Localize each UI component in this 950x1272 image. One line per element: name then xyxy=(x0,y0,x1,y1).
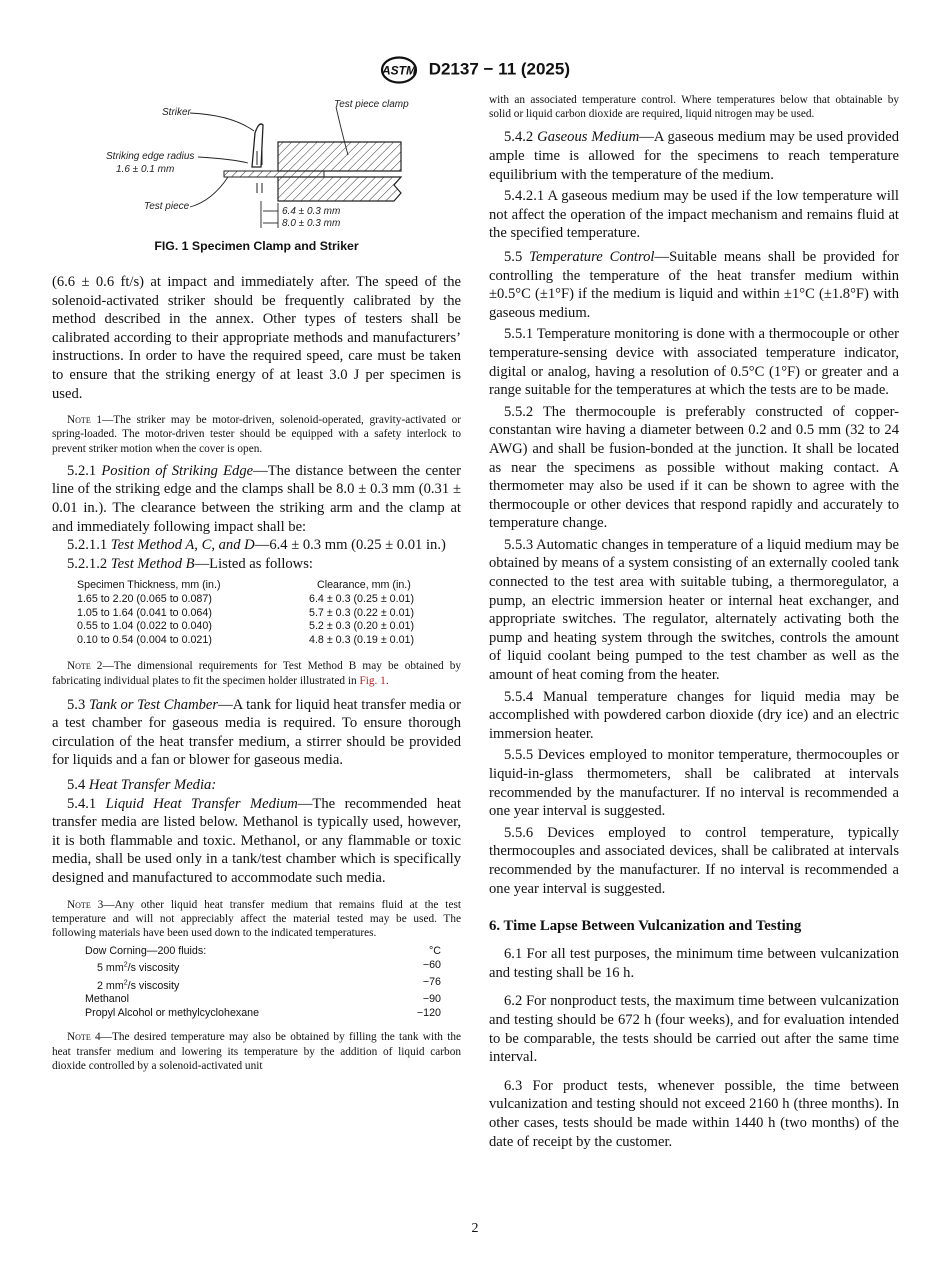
section-text: —A gaseous medium may be used provided ample time is allowed for the specimens to reach temperature equilibrium with the temperature of the medium. xyxy=(489,129,899,183)
table-header-row xyxy=(52,579,461,593)
paragraph-6-1: 6.1 For all test purposes, the minimum time between vulcanization and testing shall be 16 h. xyxy=(489,946,899,981)
table-cell: 1.05 to 1.64 (0.041 to 0.064) xyxy=(77,606,212,619)
table-cell: Propyl Alcohol or methylcyclohexane xyxy=(85,1006,260,1019)
table-cell: 4.8 ± 0.3 (0.19 ± 0.01) xyxy=(309,633,415,646)
section-title: Position of Striking Edge xyxy=(101,462,254,479)
table-cell: 1.65 to 2.20 (0.065 to 0.087) xyxy=(77,592,212,605)
figure-1-link[interactable]: Fig. 1 xyxy=(359,674,386,687)
section-title: Gaseous Medium xyxy=(537,129,640,146)
table-cell: Methanol xyxy=(85,993,129,1006)
note-2 xyxy=(52,659,461,687)
section-number: 5.3 xyxy=(67,696,86,713)
table-cell: 0.55 to 1.04 (0.022 to 0.040) xyxy=(77,620,212,633)
note-label: Note 4 xyxy=(67,1031,101,1044)
note-text: —Any other liquid heat transfer medium that remains fluid at the test temperature and will not appreciably affect the material tested may be used. The following materials have been used down to the indicated temperatures. xyxy=(52,898,461,940)
note-text: —The striker may be motor-driven, solenoid-operated, gravity-activated or spring-loaded. The motor-driven tester should be equipped with a safety interlock to prevent striker motion when the cover is open. xyxy=(52,414,461,455)
striker-label: Striker xyxy=(162,107,191,118)
fluid-2-label: 2 $mm^2/s$ viscosity xyxy=(97,979,180,992)
section-number: 5.5 xyxy=(504,248,523,265)
note-3 xyxy=(52,898,461,941)
test-piece-shape xyxy=(224,171,324,177)
section-title: Heat Transfer Media: xyxy=(88,777,217,794)
note-label: Note 2 xyxy=(67,660,103,673)
note-4 xyxy=(52,1030,461,1073)
section-number: 5.4.2 xyxy=(504,129,534,146)
table-row xyxy=(52,620,461,634)
paragraph-5-4 xyxy=(52,776,461,795)
paragraph-5-5 xyxy=(489,248,899,322)
paragraph-5-4-2-1: 5.4.2.1 A gaseous medium may be used if the low temperature will not affect the operation of the impact mechanism and remains fluid at the specified temperature. xyxy=(489,188,899,242)
section-number: 5.4 xyxy=(67,777,86,794)
dim-label-1: 6.4 ± 0.3 mm xyxy=(282,206,341,217)
table-cell: 6.4 ± 0.3 (0.25 ± 0.01) xyxy=(309,592,415,605)
clearance-table xyxy=(52,579,461,647)
table-row xyxy=(52,607,461,621)
page-header xyxy=(0,56,950,84)
clamp-label: Test piece clamp xyxy=(334,99,409,110)
table-cell xyxy=(52,959,405,976)
svg-text:ASTM: ASTM xyxy=(381,63,416,78)
table-cell: 5.2 ± 0.3 (0.20 ± 0.01) xyxy=(309,620,415,633)
paragraph-5-5-6: 5.5.6 Devices employed to control temperature, typically thermocouples and associated devices, shall be calibrated at intervals recommended by the manufacturer. If no interval is recommended a one year interval is suggested. xyxy=(489,824,899,897)
table-cell xyxy=(52,976,405,993)
table-row xyxy=(52,945,461,959)
table-row xyxy=(52,959,461,976)
table-row xyxy=(52,993,461,1007)
table-cell: Dow Corning—200 fluids: xyxy=(85,945,207,958)
paragraph-5-2-1-2 xyxy=(52,555,461,574)
upper-clamp-shape xyxy=(278,142,401,171)
section-text: —Listed as follows: xyxy=(194,555,313,572)
paragraph-6-2: 6.2 For nonproduct tests, the maximum time between vulcanization and testing should be 672 h (four weeks), and for evaluation intended to be comparable, the tests should be carried out after the same time interval. xyxy=(489,993,899,1066)
radius-label: Striking edge radius xyxy=(106,151,195,162)
section-title: Test Method B xyxy=(110,555,195,572)
paragraph-5-2-1-1 xyxy=(52,536,461,555)
figure-caption: FIG. 1 Specimen Clamp and Striker xyxy=(154,239,359,253)
paragraph-5-5-3: 5.5.3 Automatic changes in temperature of a liquid medium may be obtained by means of a system consisting of an externally cooled tank connected to the test area with suitable tubing, a thermoregulator, a pump, an electric immersion heater or internal heat exchanger, and appropriate switches. The regulator, alternately activating both the pump and heating system through the switches, controls the amount of liquid coolant being pumped to the test chamber as well as the amount of heat coming from the heater. xyxy=(489,536,899,684)
paragraph-5-5-5: 5.5.5 Devices employed to monitor temperature, thermocouples or liquid-in-glass thermometers, shall be calibrated at intervals recommended by the manufacturer. If no interval is recommended a one year interval is suggested. xyxy=(489,747,899,820)
section-title: Liquid Heat Transfer Medium xyxy=(105,795,298,812)
section-title: Tank or Test Chamber xyxy=(88,696,219,713)
paragraph-5-5-2: 5.5.2 The thermocouple is preferably constructed of copper-constantan wire having a diameter between 0.2 and 0.5 mm (32 to 24 AWG) and shall be fusion-bonded at the junction. It shall be located as near the specimens as possible without making contact. A thermometer may also be used if it can be shown to agree with the thermocouple or other devices that respond rapidly and accurately to temperature change. xyxy=(489,403,899,532)
section-text: —The recommended heat transfer media are listed below. Methanol is typically used, however, it is both flammable and toxic. Methanol, or any flammable or toxic media, shall be used only in a tank/test chamber which is specifically designed and manufactured to accommodate such media. xyxy=(52,795,461,887)
right-column xyxy=(489,93,899,1151)
table-unit: °C xyxy=(429,945,441,958)
note-end: . xyxy=(385,674,389,687)
paragraph-5-3 xyxy=(52,696,461,770)
paragraph-continuation: (6.6 ± 0.6 ft/s) at impact and immediately after. The speed of the solenoid-activated striker should be frequently calibrated by the method described in the annex. Other types of testers shall be calibrated according to their appropriate methods and manufacturers’ instructions. In order to have the required speed, care must be taken to ensure that the striking energy of at least 3.0 J per specimen is used. xyxy=(52,274,461,402)
table-row xyxy=(52,1007,461,1021)
section-6-heading: 6. Time Lapse Between Vulcanization and Testing xyxy=(489,918,802,935)
paragraph-5-2-1 xyxy=(52,462,461,536)
note-label: Note 1 xyxy=(67,414,102,427)
table-row xyxy=(52,593,461,607)
paragraph-6-3: 6.3 For product tests, whenever possible, the time between vulcanization and testing should not exceed 2160 h (three months). In other cases, tests should be made within 1440 h (two months) of the date of receipt by the customer. xyxy=(489,1077,899,1150)
section-title: Test Method A, C, and D xyxy=(110,537,255,554)
page-number: 2 xyxy=(471,1221,479,1236)
left-column xyxy=(52,93,461,1073)
radius-value-label: 1.6 ± 0.1 mm xyxy=(116,164,175,175)
section-number: 5.2.1.1 xyxy=(67,537,108,554)
section-text: —Suitable means shall be provided for controlling the temperature of the heat transfer medium within ±0.5°C (±1°F) if the medium is liquid and within ±1°C (±1.8°F) with gaseous medium. xyxy=(489,248,900,321)
section-number: 5.2.1.2 xyxy=(67,555,108,572)
table-header: Clearance, mm (in.) xyxy=(317,579,411,592)
note-1 xyxy=(52,413,461,456)
note-text: —The dimensional requirements for Test Method B may be obtained by fabricating individual plates to fit the specimen holder illustrated in xyxy=(52,660,461,687)
section-text: —The distance between the center line of the striking edge and the clamps shall be 8.0 ± 0.3 mm (0.31 ± 0.01 in.). The clearance between the striking arm and the clamp at and immediately following impact shall be: xyxy=(52,462,461,535)
table-cell: −60 xyxy=(422,958,441,971)
table-cell: −120 xyxy=(416,1006,441,1019)
fluids-table xyxy=(52,945,461,1020)
paragraph-5-5-1: 5.5.1 Temperature monitoring is done with a thermocouple or other temperature-sensing device with associated temperature indicator, digital or analog, having a resolution of 0.5°C (1°F) or greater and a range suitable for the temperatures at which the tests are to be made. xyxy=(489,326,899,399)
note-label: Note 3 xyxy=(67,898,104,911)
paragraph-5-4-2 xyxy=(489,128,899,184)
table-cell: 5.7 ± 0.3 (0.22 ± 0.01) xyxy=(309,606,415,619)
lower-clamp-shape xyxy=(278,177,401,201)
table-header: Specimen Thickness, mm (in.) xyxy=(77,579,221,592)
astm-logo-icon xyxy=(380,56,418,84)
section-title: Temperature Control xyxy=(529,248,655,265)
table-cell: −90 xyxy=(422,993,441,1006)
section-number: 5.4.1 xyxy=(67,795,97,812)
fluid-5-label: 5 $mm^2/s$ viscosity xyxy=(97,961,180,975)
section-number: 5.2.1 xyxy=(67,462,97,479)
table-row xyxy=(52,634,461,648)
test-piece-label: Test piece xyxy=(144,201,190,212)
note-4-continuation: with an associated temperature control. Where temperatures below that obtainable by solid or liquid carbon dioxide are required, liquid nitrogen may be used. xyxy=(489,94,899,121)
figure-1-diagram xyxy=(52,93,461,231)
section-text: —A tank for liquid heat transfer media or a test chamber for gaseous media is required. To ensure thorough circulation of the heat transfer medium, a stirrer should be provided for liquids and a fan or blower for gaseous media. xyxy=(52,696,462,769)
section-text: —6.4 ± 0.3 mm (0.25 ± 0.01 in.) xyxy=(254,537,446,554)
paragraph-5-4-1 xyxy=(52,795,461,888)
table-row xyxy=(52,976,461,993)
table-cell: 0.10 to 0.54 (0.004 to 0.021) xyxy=(77,633,212,646)
paragraph-5-5-4: 5.5.4 Manual temperature changes for liquid media may be accomplished with powdered carbon dioxide (dry ice) and an electric immersion heater. xyxy=(489,688,899,742)
dim-label-2: 8.0 ± 0.3 mm xyxy=(282,218,341,229)
document-designation: D2137 − 11 (2025) xyxy=(428,59,571,79)
note-text: —The desired temperature may also be obtained by filling the tank with the heat transfer medium and lowering its temperature by the addition of liquid carbon dioxide controlled by a solenoid-activated unit xyxy=(52,1031,461,1072)
table-cell: −76 xyxy=(422,976,441,988)
